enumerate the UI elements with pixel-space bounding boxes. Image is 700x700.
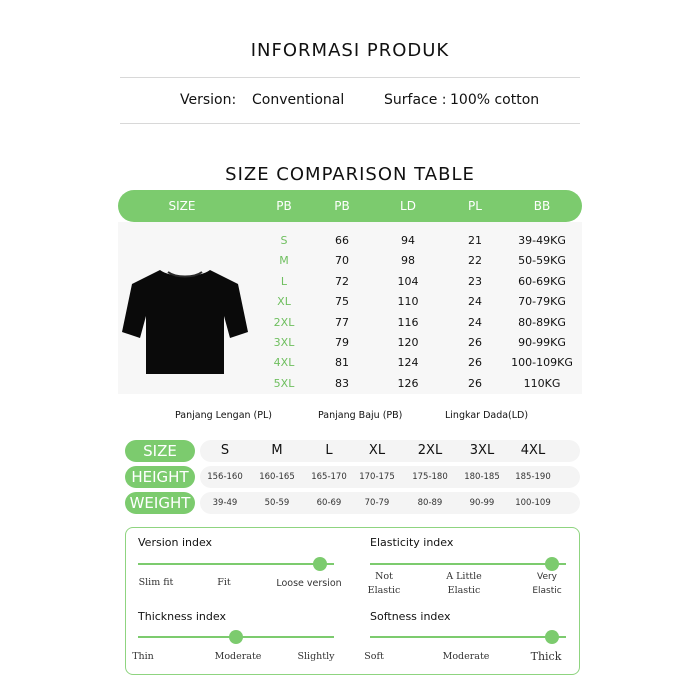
elasticity-level-knob	[545, 557, 559, 571]
divider	[120, 77, 580, 78]
value-cell: 79	[335, 336, 349, 349]
elasticity-track	[370, 563, 566, 565]
value-cell: 66	[335, 234, 349, 247]
weight-value: 80-89	[417, 498, 443, 508]
softness-level-knob	[545, 630, 559, 644]
measure-label-ld: Lingkar Dada(LD)	[445, 410, 529, 421]
thickness-index-title: Thickness index	[138, 610, 226, 623]
version-value: Conventional	[252, 92, 345, 108]
header-pb: PB	[334, 199, 350, 213]
weight-value: 90-99	[469, 498, 495, 508]
height-value: 185-190	[515, 472, 551, 482]
value-cell: 50-59KG	[518, 254, 566, 268]
thickness-label-low: Thin	[132, 651, 154, 662]
elasticity-index-title: Elasticity index	[370, 536, 454, 549]
value-cell: 83	[335, 376, 349, 390]
size-comparison-title: SIZE COMPARISON TABLE	[225, 164, 475, 185]
weight-value: 39-49	[212, 498, 238, 508]
value-cell: 24	[468, 315, 482, 329]
thickness-level-knob	[229, 630, 243, 644]
weight-value: 50-59	[264, 498, 290, 508]
size-cell: 3XL	[273, 336, 295, 349]
header-bb: BB	[533, 199, 551, 213]
product-info-title: INFORMASI PRODUK	[250, 40, 450, 61]
header-pb: PB	[276, 199, 292, 213]
size-cell: 2XL	[273, 315, 295, 329]
softness-label-high: Thick	[530, 650, 562, 663]
size-table-row	[118, 231, 582, 251]
height-pill: HEIGHT	[125, 466, 195, 488]
value-cell: 39-49KG	[518, 234, 566, 247]
value-cell: 26	[468, 356, 482, 370]
size-value: L	[325, 443, 333, 458]
size-cell: L	[280, 274, 288, 288]
height-value: 180-185	[464, 472, 500, 482]
version-level-knob	[313, 557, 327, 571]
value-cell: 80-89KG	[518, 315, 566, 329]
height-value: 175-180	[412, 472, 448, 482]
softness-label-low: Soft	[364, 651, 384, 662]
elasticity-label-low	[354, 570, 414, 598]
weight-value: 60-69	[316, 498, 342, 508]
softness-index-title: Softness index	[370, 610, 451, 623]
surface-value: 100% cotton	[450, 92, 540, 108]
value-cell: 90-99KG	[518, 336, 566, 349]
value-cell: 22	[468, 254, 482, 268]
weight-value: 100-109	[515, 498, 551, 508]
version-label-high: Loose version	[276, 578, 342, 589]
value-cell: 124	[397, 356, 419, 370]
tshirt-image	[120, 266, 250, 376]
size-cell: XL	[277, 295, 291, 309]
size-cell: 4XL	[273, 356, 295, 370]
elasticity-label-mid-text: A Little Elastic	[446, 571, 482, 596]
value-cell: 98	[401, 254, 415, 268]
thickness-label-high: Slightly	[297, 651, 335, 662]
elasticity-label-low-text: Not Elastic	[367, 571, 401, 596]
size-value: 4XL	[520, 443, 546, 458]
weight-pill: WEIGHT	[125, 492, 195, 514]
version-label: Version:	[180, 92, 237, 108]
value-cell: 100-109KG	[511, 356, 573, 370]
elasticity-label-high	[522, 570, 572, 598]
size-cell: M	[279, 254, 289, 268]
measure-label-pl: Panjang Lengan (PL)	[175, 410, 272, 421]
header-pl: PL	[468, 199, 482, 213]
size-value: 3XL	[469, 443, 495, 458]
value-cell: 77	[335, 315, 349, 329]
thickness-label-mid: Moderate	[214, 651, 262, 662]
weight-row	[200, 492, 580, 514]
value-cell: 94	[401, 234, 415, 247]
value-cell: 120	[397, 336, 419, 349]
height-row	[200, 466, 580, 488]
value-cell: 72	[335, 274, 349, 288]
value-cell: 116	[397, 315, 419, 329]
value-cell: 24	[468, 295, 482, 309]
size-table-row	[118, 374, 582, 394]
table-header	[118, 190, 582, 222]
height-value: 165-170	[311, 472, 347, 482]
value-cell: 23	[468, 274, 482, 288]
size-value: S	[220, 443, 230, 458]
size-value: XL	[368, 443, 386, 458]
value-cell: 21	[468, 234, 482, 247]
value-cell: 110	[397, 295, 419, 309]
size-value: M	[271, 443, 283, 458]
weight-value: 70-79	[364, 498, 390, 508]
value-cell: 70	[335, 254, 349, 268]
header-ld: LD	[400, 199, 416, 213]
value-cell: 70-79KG	[518, 295, 566, 309]
divider	[120, 123, 580, 124]
value-cell: 126	[397, 376, 419, 390]
surface-label: Surface :	[384, 92, 447, 108]
height-value: 156-160	[207, 472, 243, 482]
measure-label-pb: Panjang Baju (PB)	[318, 410, 403, 421]
height-value: 160-165	[259, 472, 295, 482]
value-cell: 110KG	[523, 376, 561, 390]
fabric-index-panel	[125, 527, 580, 675]
value-cell: 81	[335, 356, 349, 370]
value-cell: 75	[335, 295, 349, 309]
header-size: SIZE	[168, 199, 196, 213]
elasticity-label-mid	[432, 570, 496, 598]
size-row	[200, 440, 580, 462]
version-index-title: Version index	[138, 536, 213, 549]
size-value: 2XL	[417, 443, 443, 458]
size-cell: 5XL	[273, 376, 295, 390]
size-cell: S	[280, 234, 288, 247]
softness-track	[370, 636, 566, 638]
value-cell: 26	[468, 376, 482, 390]
size-pill: SIZE	[125, 440, 195, 462]
value-cell: 104	[397, 274, 419, 288]
elasticity-label-high-text: Very Elastic	[532, 572, 562, 596]
value-cell: 60-69KG	[518, 274, 566, 288]
height-value: 170-175	[359, 472, 395, 482]
version-track	[138, 563, 334, 565]
version-label-mid: Fit	[217, 577, 231, 588]
version-label-low: Slim fit	[138, 577, 174, 588]
softness-label-mid: Moderate	[442, 651, 490, 662]
value-cell: 26	[468, 336, 482, 349]
